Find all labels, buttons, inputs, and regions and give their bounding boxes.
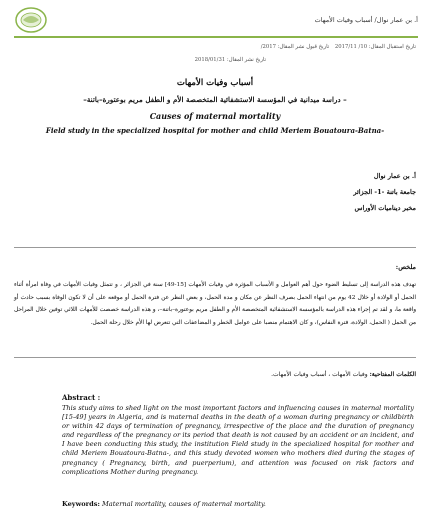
english-keywords-text: Maternal mortality, causes of maternal mortality. [102, 500, 266, 508]
author-university: جامعة باتنة -1- الجزائر [353, 188, 416, 196]
arabic-keywords-label: الكلمات المفتاحية: [369, 371, 416, 378]
header-divider [14, 36, 418, 38]
arabic-abstract-label: ملخص: [395, 263, 416, 271]
date-received: تاريخ استقبال المقال: 10/ 2017/11 [334, 44, 416, 50]
english-abstract-text: This study aims to shed light on the most important factors and influencing causes in maternal mortality [15-49] years in Algeria, and is maternal deaths in the death of a woman during pregnancy or childbirth or within 42 days of termination of pregnancy, irrespective of the place and the duration of pregnancy and regardless of the pregnancy or its period that death is not caused by an accident or an incident, and I have been conducting this study, the institution Field study in the specialized hospital for mother and child Meriem Bouatoura-Batna-, and this study devoted women who mothers died during the stages of pregnancy ( Pregnancy, birth, and puerperium), and attention was focused on risk factors and complications Mother during pregnancy. [62, 404, 414, 476]
arabic-keywords-text: وفيات الأمهات ، أسباب وفيات الأمهات. [271, 371, 368, 378]
date-published: تاريخ نشر المقال: 2018/01/31 [194, 57, 266, 63]
arabic-keywords [14, 371, 416, 378]
section-divider [14, 357, 416, 358]
section-divider [14, 247, 416, 248]
english-keywords-label: Keywords: [62, 500, 100, 508]
english-abstract-label: Abstract : [62, 393, 101, 402]
arabic-abstract-text: تهدف هذه الدراسة إلى تسليط الضوء حول أهم العوامل و الأسباب المؤثرة في وفيات الأمهات [15-49] سنة في الجزائر ، و تتمثل وفيات الأمهات في وفاة امرأة أثناء الحمل أو الولادة أو خلال 42 يوم من انتهاء الحمل بصرف النظر عن مكان و مدة الحمل، و بعض النظر عن فترة الحمل أو موقعه على أن لا تكون الوفاة بسبب حادث أو واقعة ما، و لقد تم إجراء هذه الدراسة بالمؤسسة الاستشفائية المتخصصة الأم و الطفل مريم بوعتورة–باتنة–، و هذه الدراسة خصصت للأمهات اللائي توفين خلال المراحل من الحمل ( الحمل، الولادة، فترة النفاس)، و كان الاهتمام منصبا على عوامل الخطر و المضاعفات التي تتعرض لها الأم خلال رحلة الحمل. [14, 282, 417, 326]
page-header [14, 6, 418, 36]
english-title: Causes of maternal mortality [149, 111, 281, 121]
journal-logo-icon [14, 6, 48, 34]
english-keywords [62, 500, 266, 508]
arabic-title: أسباب وفيات الأمهات [176, 78, 254, 88]
english-subtitle: Field study in the specialized hospital for mother and child Meriem Bouatoura-Batna- [45, 126, 385, 135]
running-header-title: أ. بن عمار نوال/ أسباب وفيات الأمهات [314, 16, 418, 24]
article-dates [12, 44, 416, 63]
author-lab: مخبر ديناميات الأوراس [354, 204, 416, 212]
arabic-subtitle: – دراسة ميدانية في المؤسسة الاستشفائية المتخصصة الأم و الطفل مريم بوعتورة–باتنة– [83, 95, 347, 104]
date-accepted: تاريخ قبول نشر المقال: 2017/ [260, 44, 330, 50]
author-block [353, 168, 416, 216]
author-name: أ. بن عمار نوال [373, 172, 416, 180]
